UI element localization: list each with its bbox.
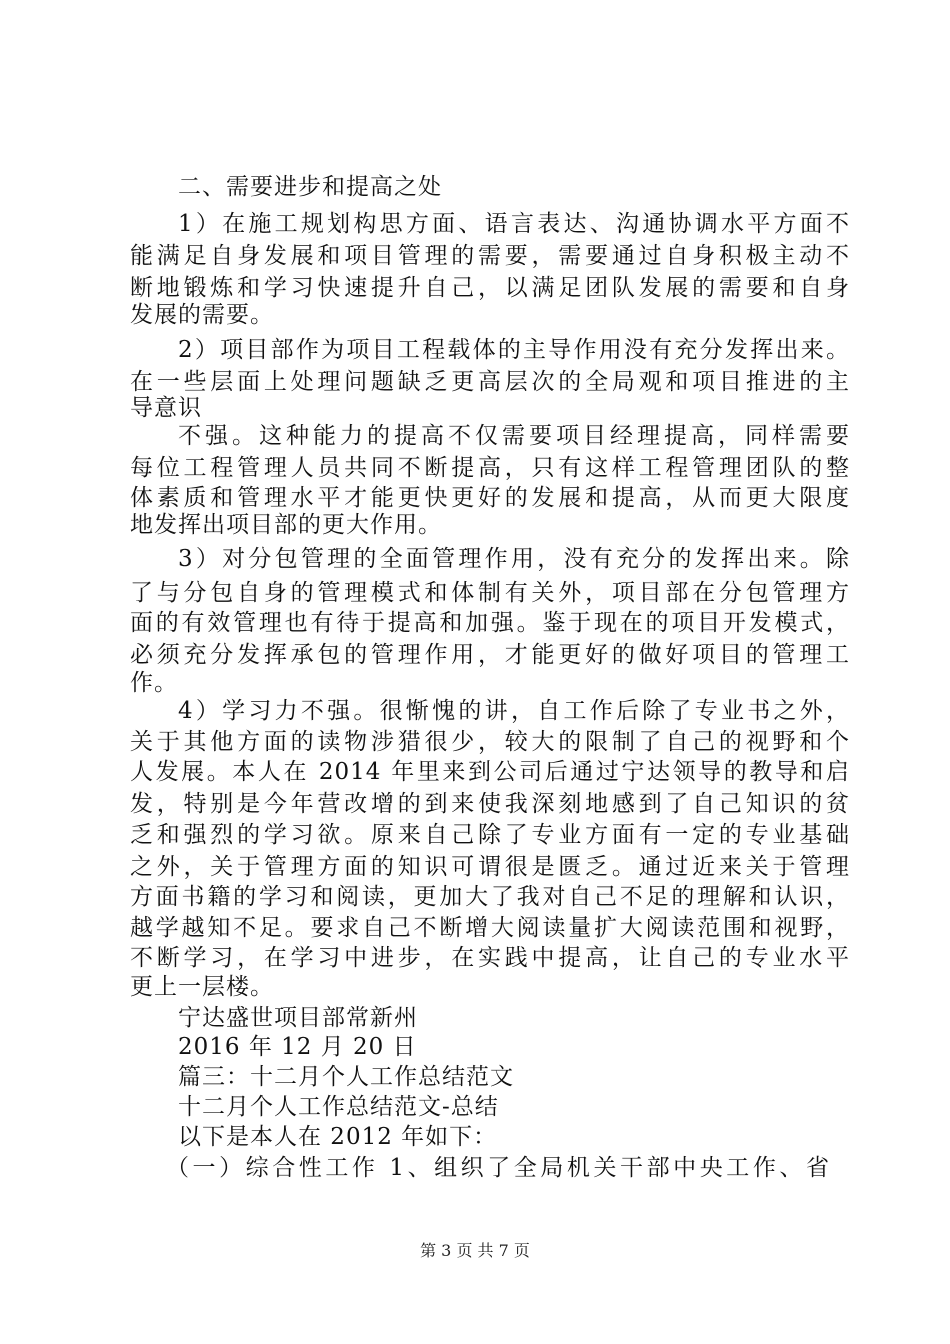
paragraph-line: 越学越知不足。要求自己不断增大阅读量扩大阅读范围和视野， xyxy=(130,915,850,941)
paragraph-line: 以下是本人在 2012 年如下： xyxy=(178,1124,498,1150)
paragraph-line: 人发展。本人在 2014 年里来到公司后通过宁达领导的教导和启 xyxy=(130,759,850,785)
paragraph-line: 作。 xyxy=(130,670,178,696)
paragraph-line: 每位工程管理人员共同不断提高，只有这样工程管理团队的整 xyxy=(130,455,850,481)
paragraph-line: 乏和强烈的学习欲。原来自己除了专业方面有一定的专业基础 xyxy=(130,822,850,848)
paragraph-line: 面的有效管理也有待于提高和加强。鉴于现在的项目开发模式， xyxy=(130,610,850,636)
paragraph-line: 能满足自身发展和项目管理的需要，需要通过自身积极主动不 xyxy=(130,243,850,269)
paragraph-line: 发展的需要。 xyxy=(130,302,274,328)
page-footer: 第 3 页 共 7 页 xyxy=(420,1241,530,1260)
date-line: 2016 年 12 月 20 日 xyxy=(178,1034,417,1060)
paragraph-line: 了与分包自身的管理模式和体制有关外，项目部在分包管理方 xyxy=(130,580,850,606)
signature-line: 宁达盛世项目部常新州 xyxy=(178,1005,418,1031)
paragraph-line: 3）对分包管理的全面管理作用，没有充分的发挥出来。除 xyxy=(178,546,850,572)
paragraph-line: 地发挥出项目部的更大作用。 xyxy=(130,512,442,538)
paragraph-line: 更上一层楼。 xyxy=(130,974,274,1000)
paragraph-line: 断地锻炼和学习快速提升自己，以满足团队发展的需要和自身 xyxy=(130,275,850,301)
paragraph-line: 2）项目部作为项目工程载体的主导作用没有充分发挥出来。 xyxy=(178,337,850,363)
paragraph-line: 之外，关于管理方面的知识可谓很是匮乏。通过近来关于管理 xyxy=(130,854,850,880)
paragraph-line: 方面书籍的学习和阅读，更加大了我对自己不足的理解和认识， xyxy=(130,884,850,910)
paragraph-line: 导意识 xyxy=(130,395,202,421)
paragraph-line: 体素质和管理水平才能更快更好的发展和提高，从而更大限度 xyxy=(130,485,850,511)
paragraph-line: 4）学习力不强。很惭愧的讲，自工作后除了专业书之外， xyxy=(178,698,850,724)
paragraph-line: 关于其他方面的读物涉猎很少，较大的限制了自己的视野和个 xyxy=(130,729,850,755)
section-heading: 篇三：十二月个人工作总结范文 xyxy=(178,1064,514,1090)
paragraph-line: 不强。这种能力的提高不仅需要项目经理提高，同样需要 xyxy=(178,423,850,449)
paragraph-line: 在一些层面上处理问题缺乏更高层次的全局观和项目推进的主 xyxy=(130,369,850,395)
section-heading: 二、需要进步和提高之处 xyxy=(178,174,442,200)
paragraph-line: （一）综合性工作 1、组织了全局机关干部中央工作、省 xyxy=(166,1155,830,1181)
paragraph-line: 必须充分发挥承包的管理作用，才能更好的做好项目的管理工 xyxy=(130,642,850,668)
paragraph-line: 不断学习，在学习中进步，在实践中提高，让自己的专业水平 xyxy=(130,945,850,971)
paragraph-line: 1）在施工规划构思方面、语言表达、沟通协调水平方面不 xyxy=(178,211,850,237)
paragraph-line: 发，特别是今年营改增的到来使我深刻地感到了自己知识的贫 xyxy=(130,791,850,817)
subtitle-line: 十二月个人工作总结范文-总结 xyxy=(178,1094,499,1120)
